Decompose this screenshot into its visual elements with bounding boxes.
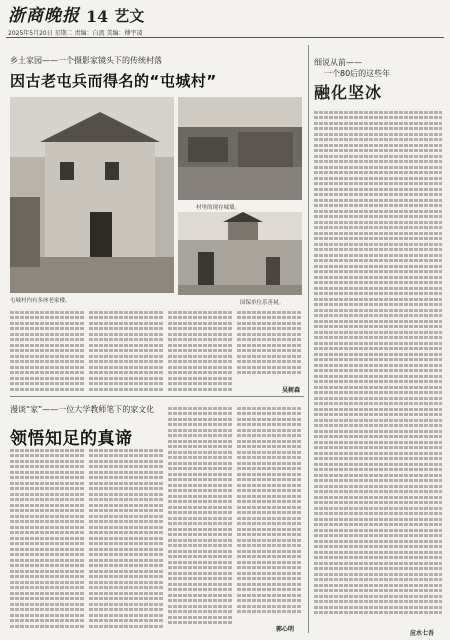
- article1-body-col2: [89, 308, 164, 393]
- caption-ancestral-hall: 国保单位乐善祠。: [240, 300, 285, 306]
- article1-headline: 因古老屯兵而得名的“屯城村”: [10, 72, 217, 90]
- page-number: 14: [86, 7, 109, 26]
- section-title: 艺文: [114, 7, 145, 25]
- photo-old-house: [10, 97, 174, 293]
- article3-headline: 领悟知足的真谛: [10, 429, 133, 449]
- article1-body-col4: [237, 308, 302, 380]
- article2-body-col1: [314, 108, 442, 626]
- article3-kicker: 漫谈“家”——一位大学教师笔下的家文化: [10, 405, 155, 414]
- article2-kicker-main: 细说从前——: [314, 58, 362, 67]
- article3-body-col4: [237, 404, 302, 620]
- article2-kicker: [314, 57, 390, 79]
- article1-kicker: 乡土家园——一个摄影家镜头下的传统村落: [10, 56, 162, 65]
- article3-body-col2: [89, 446, 164, 632]
- photo-ancestral-hall: [178, 212, 302, 295]
- article1-author: 吴树森: [282, 387, 301, 394]
- article2-headline: 融化坚冰: [314, 83, 383, 102]
- article3-author: 郭心明: [276, 626, 295, 633]
- masthead: [8, 4, 144, 26]
- article2-author: 应水七吾: [410, 630, 435, 637]
- article2-kicker-sub: 一个80后的这些年: [324, 69, 391, 78]
- article3-body-col1: [10, 446, 85, 632]
- divider-h1: [10, 396, 304, 397]
- article3-body-col3: [168, 404, 233, 632]
- top-divider: [6, 37, 444, 38]
- photo-village-wall: [178, 97, 302, 200]
- divider-v1: [308, 45, 309, 633]
- article1-body-col3: [168, 308, 233, 393]
- dateline: 2025年5月20日 星期二 责编：白流 美编：傅宇凌: [8, 30, 143, 37]
- article1-body-col1: [10, 308, 85, 393]
- caption-old-house: 屯城村内有多座老家楼。: [10, 298, 71, 304]
- caption-village-wall: 村里的现存城墙。: [196, 205, 241, 211]
- newspaper-logo: 浙商晚报: [8, 6, 80, 26]
